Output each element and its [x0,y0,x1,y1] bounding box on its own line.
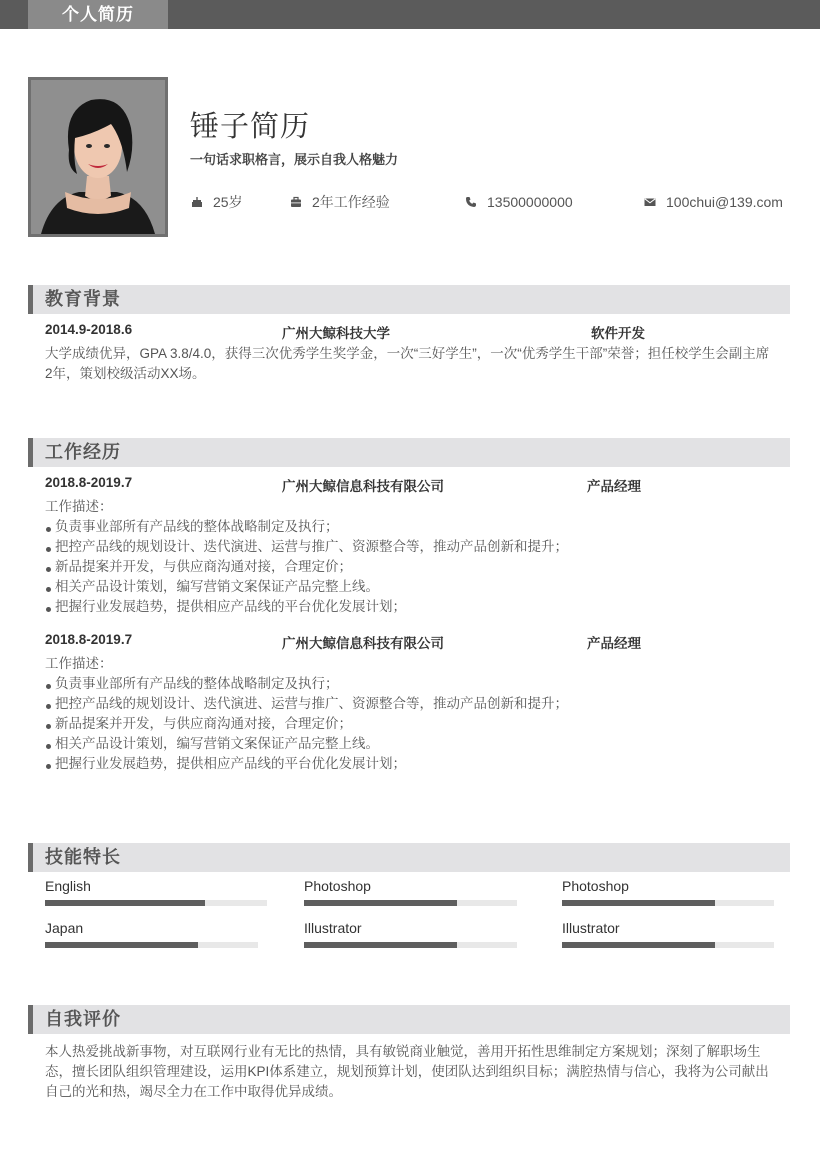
phone-text: 13500000000 [487,194,573,210]
job-company: 广州大鲸信息科技有限公司 [282,479,444,494]
edu-major: 软件开发 [591,326,645,341]
job-desc-label: 工作描述： [45,499,113,514]
header-tab: 个人简历 [28,0,168,29]
job-company: 广州大鲸信息科技有限公司 [282,636,444,651]
job-desc-item: 负责事业部所有产品线的整体战略制定及执行； [45,517,339,537]
section-title: 工作经历 [45,442,121,462]
skill-bar-fill [562,942,715,948]
mail-icon [644,196,656,208]
edu-detail: 大学成绩优异，GPA 3.8/4.0，获得三次优秀学生奖学金，一次“三好学生”，一次“优秀学生干部”荣誉；担任校学生会副主席2年，策划校级活动XX场。 [45,346,770,381]
skill-label: Photoshop [562,878,629,894]
section-title: 教育背景 [45,289,121,309]
profile-motto: 一句话求职格言，展示自我人格魅力 [190,152,399,167]
job-desc-item: 把握行业发展趋势，提供相应产品线的平台优化发展计划； [45,754,406,774]
job-desc-item: 把控产品线的规划设计、迭代演进、运营与推广、资源整合等，推动产品创新和提升； [45,537,568,557]
job-desc-item: 把握行业发展趋势，提供相应产品线的平台优化发展计划； [45,597,406,617]
skill-bar-fill [304,900,457,906]
job-desc-item: 把控产品线的规划设计、迭代演进、运营与推广、资源整合等，推动产品创新和提升； [45,694,568,714]
email-text: 100chui@139.com [666,194,783,210]
skill-bar [45,900,267,906]
info-age [191,192,243,212]
section-education [28,285,790,314]
job-period: 2018.8-2019.7 [45,475,133,490]
job-desc-label: 工作描述： [45,656,113,671]
skill-bar [562,900,774,906]
phone-icon [465,196,477,208]
skill-label: Photoshop [304,878,371,894]
job-desc-item: 相关产品设计策划，编写营销文案保证产品完整上线。 [45,577,379,597]
job-desc-item: 新品提案并开发，与供应商沟通对接，合理定价； [45,714,352,734]
skill-bar-fill [45,942,198,948]
skill-label: Illustrator [562,920,620,936]
skill-label: Japan [45,920,84,936]
skill-bar [304,942,517,948]
info-phone [465,192,573,212]
briefcase-icon [290,196,302,208]
cake-icon [191,196,203,208]
profile-photo [28,77,168,237]
section-title: 自我评价 [45,1009,121,1029]
job-desc-item: 相关产品设计策划，编写营销文案保证产品完整上线。 [45,734,379,754]
skill-bar [562,942,774,948]
job-desc-item: 新品提案并开发，与供应商沟通对接，合理定价； [45,557,352,577]
skill-bar [304,900,517,906]
job-desc-item: 负责事业部所有产品线的整体战略制定及执行； [45,674,339,694]
skill-bar [45,942,258,948]
profile-name: 锤子简历 [190,111,311,143]
section-work [28,438,790,467]
age-text: 25岁 [213,194,243,210]
self-eval-text: 本人热爱挑战新事物，对互联网行业有无比的热情，具有敏锐商业触觉，善用开拓性思维制定方案规划；深刻了解职场生态，擅长团队组织管理建设，运用KPI体系建立，规划预算计划，使团队达到组织目标；满腔热情与信心，我将为公司献出自己的光和热，竭尽全力在工作中取得优异成绩。 [45,1044,769,1099]
job-role: 产品经理 [587,636,641,651]
job-period: 2018.8-2019.7 [45,632,133,647]
top-bar [0,0,820,29]
skill-label: Illustrator [304,920,362,936]
edu-school: 广州大鲸科技大学 [282,326,390,341]
edu-period: 2014.9-2018.6 [45,322,133,337]
info-email [644,192,783,212]
section-self-eval [28,1005,790,1034]
section-skills [28,843,790,872]
job-role: 产品经理 [587,479,641,494]
skill-label: English [45,878,91,894]
skill-bar-fill [45,900,205,906]
skill-bar-fill [562,900,715,906]
skill-bar-fill [304,942,457,948]
info-experience [290,192,390,212]
experience-text: 2年工作经验 [312,194,390,210]
section-title: 技能特长 [45,847,121,867]
